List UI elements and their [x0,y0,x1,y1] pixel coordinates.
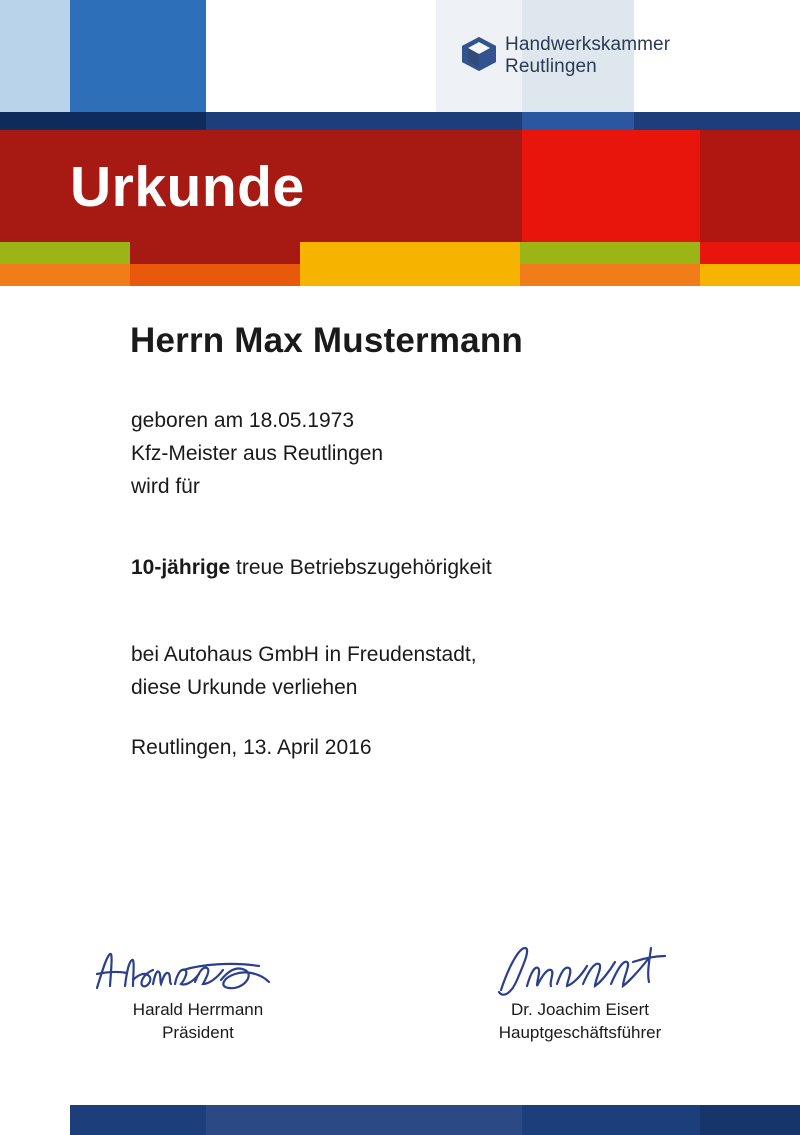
signature-role: Präsident [162,1023,234,1042]
footer-color-band [0,1105,800,1135]
title-band-segment [522,130,700,242]
organization-name-line1: Handwerkskammer [505,34,671,55]
accent-stripe [700,264,800,286]
organization-name [505,34,670,78]
blue-divider-segment [522,112,634,130]
signature-block-managing-director [430,940,730,1044]
footer-band-segment [522,1105,700,1135]
recipient-details [131,404,383,503]
handwritten-signature-icon [430,940,730,998]
recipient-birth-line: geboren am 18.05.1973 [131,409,355,432]
employer-line2: diese Urkunde verliehen [131,676,358,699]
page-title: Urkunde [70,155,305,219]
signature-name: Dr. Joachim Eisert [511,1000,649,1019]
blue-divider-segment [0,112,206,130]
organization-logo [462,34,670,78]
handwritten-signature-icon [48,940,348,998]
title-band-segment [700,130,800,242]
recipient-profession-line: Kfz-Meister aus Reutlingen [131,442,384,465]
footer-band-segment [700,1105,800,1135]
signature-block-president [48,940,348,1044]
footer-band-segment [70,1105,206,1135]
employer-block [131,638,477,704]
signature-area [0,940,800,1070]
organization-name-line2: Reutlingen [505,56,597,77]
header-band-segment [70,0,206,112]
footer-band-segment [206,1105,522,1135]
recipient-name: Herrn Max Mustermann [130,321,523,360]
accent-stripe [130,264,300,286]
header-color-band [0,0,800,112]
accent-stripe [0,264,130,286]
accent-stripe [300,264,520,286]
honor-description: treue Betriebszugehörigkeit [230,556,492,579]
signature-name: Harald Herrmann [132,1000,264,1019]
footer-band-segment [0,1105,70,1135]
header-band-segment [0,0,70,112]
accent-stripes [0,242,800,286]
accent-stripe [520,264,700,286]
title-band [0,130,800,242]
recipient-for-line: wird für [131,475,200,498]
honor-duration: 10-jährige [131,556,231,579]
employer-line1: bei Autohaus GmbH in Freudenstadt, [131,643,477,666]
honor-line [131,556,492,580]
handwerkskammer-hexagon-icon [462,37,496,71]
blue-divider-strip [0,112,800,130]
header-band-segment [206,0,436,112]
signature-role: Hauptgeschäftsführer [498,1023,662,1042]
place-and-date: Reutlingen, 13. April 2016 [131,736,372,759]
